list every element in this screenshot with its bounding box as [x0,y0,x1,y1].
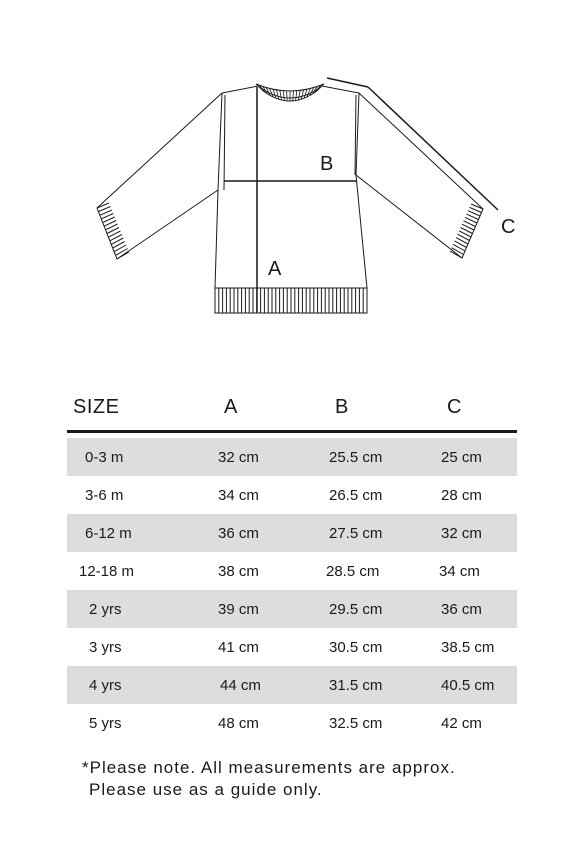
header-c: C [447,396,462,418]
cell-c: 32 cm [441,525,482,542]
cell-size: 2 yrs [89,601,122,618]
cell-c: 28 cm [441,487,482,504]
table-row [67,476,517,514]
cell-a: 44 cm [220,677,261,694]
table-row [67,704,517,742]
cell-b: 28.5 cm [326,563,380,580]
cell-b: 26.5 cm [329,487,383,504]
cell-a: 32 cm [218,449,259,466]
cell-a: 39 cm [218,601,259,618]
table-row [67,514,517,552]
left-sleeve [97,93,222,259]
note-line-2: Please use as a guide only. [89,780,323,799]
header-size: SIZE [73,396,120,418]
size-table [67,394,517,742]
cell-size: 3-6 m [85,487,124,504]
measurement-note [82,757,456,801]
cell-a: 38 cm [218,563,259,580]
cell-size: 5 yrs [89,715,122,732]
table-row [67,590,517,628]
cell-a: 48 cm [218,715,259,732]
cell-c: 38.5 cm [441,639,495,656]
table-row [67,628,517,666]
cell-b: 32.5 cm [329,715,383,732]
cell-c: 36 cm [441,601,482,618]
cell-b: 25.5 cm [329,449,383,466]
neck-ribbing [256,84,324,101]
cell-a: 34 cm [218,487,259,504]
table-row [67,666,517,704]
cell-size: 3 yrs [89,639,122,656]
cell-b: 31.5 cm [329,677,383,694]
label-b: B [320,153,334,175]
header-a: A [224,396,238,418]
cell-a: 41 cm [218,639,259,656]
cell-c: 25 cm [441,449,482,466]
hem-ribbing [215,288,367,313]
cell-c: 34 cm [439,563,480,580]
table-row [67,552,517,590]
sweater-diagram [0,0,586,340]
cell-c: 40.5 cm [441,677,495,694]
table-row [67,438,517,476]
cell-b: 29.5 cm [329,601,383,618]
measure-line-c [327,78,368,87]
label-a: A [268,258,282,280]
body-outline [215,86,367,288]
cell-size: 4 yrs [89,677,122,694]
cell-size: 0-3 m [85,449,124,466]
cell-size: 12-18 m [79,563,135,580]
header-b: B [335,396,349,418]
table-header [67,394,517,433]
label-c: C [501,216,516,238]
cell-c: 42 cm [441,715,482,732]
note-line-1: *Please note. All measurements are approx. [82,758,456,777]
cell-b: 27.5 cm [329,525,383,542]
left-cuff-ribbing [97,203,129,259]
cell-b: 30.5 cm [329,639,383,656]
cell-a: 36 cm [218,525,259,542]
cell-size: 6-12 m [85,525,132,542]
right-cuff-ribbing [450,204,483,258]
